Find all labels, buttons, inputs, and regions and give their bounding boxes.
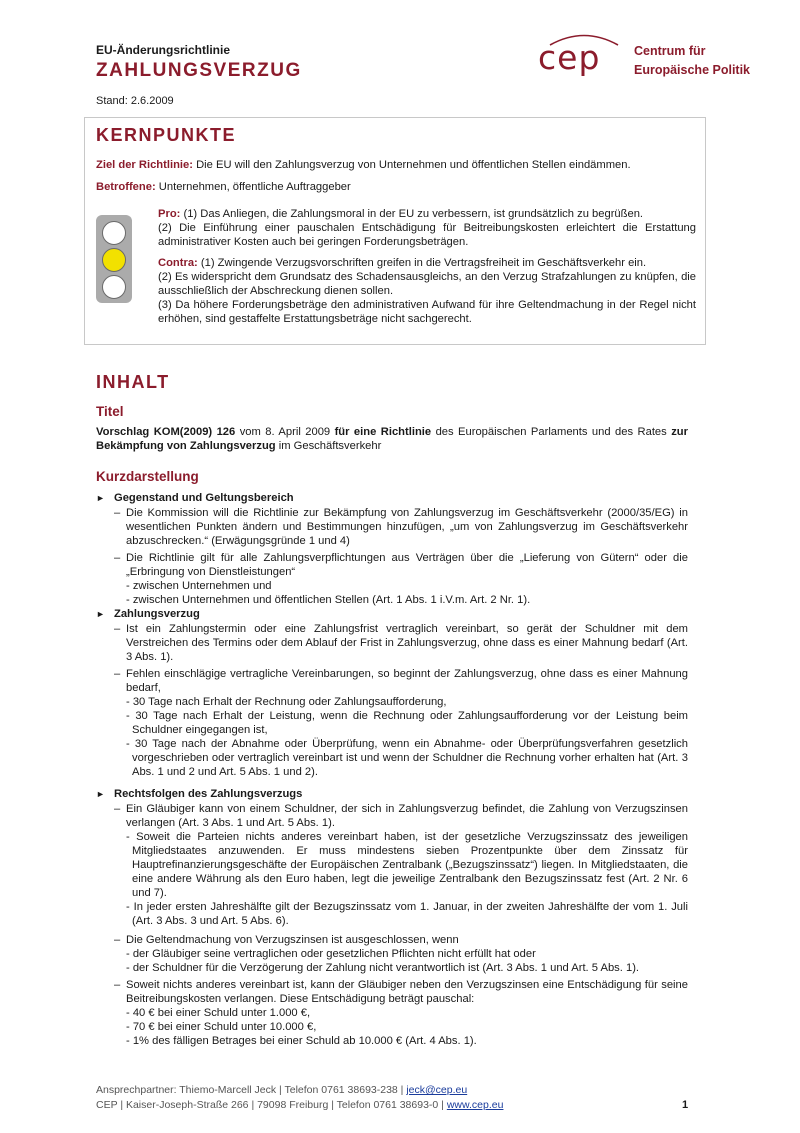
kernpunkte-title: KERNPUNKTE: [96, 125, 237, 145]
dash-bullet: –: [114, 668, 121, 680]
titel-scope: im Geschäftsverkehr: [275, 440, 382, 452]
list-item-lead: Soweit nichts anderes vereinbart ist, kann der Gläubiger neben den Verzugszinsen eine Entschädigung für seine Beitreibungskosten verlangen. Diese Entschädigung beträgt pauschal:: [126, 979, 688, 1005]
sub-item: - 30 Tage nach Erhalt der Rechnung oder Zahlungsaufforderung,: [126, 696, 447, 708]
list-item-lead: Die Richtlinie gilt für alle Zahlungsverpflichtungen aus Verträgen über die „Lieferung von Gütern“ oder die „Erbringung von Dienstleistungen“: [126, 552, 688, 578]
section-title: Gegenstand und Geltungsbereich: [114, 492, 294, 504]
titel-directive: für eine Richtlinie: [334, 426, 432, 438]
contra-point-3: (3) Da höhere Forderungsbeträge den administrativen Aufwand für ihre Geltendmachung in der Regel nicht erhöhen, sind gestaffelte Erstattungsbeträge nicht sachgerecht.: [158, 299, 696, 325]
list-item-lead: Die Geltendmachung von Verzugszinsen ist ausgeschlossen, wenn: [126, 934, 459, 946]
website-link[interactable]: www.cep.eu: [446, 1099, 504, 1111]
dash-bullet: –: [114, 623, 121, 635]
traffic-light-top-lamp: [102, 221, 126, 245]
document-title: ZAHLUNGSVERZUG: [96, 60, 302, 81]
traffic-light-middle-lamp: [102, 248, 126, 272]
traffic-light-icon: [96, 215, 132, 303]
logo-wordmark: cep: [538, 38, 601, 77]
betroffene-text: Unternehmen, öffentliche Auftraggeber: [155, 181, 351, 193]
org-name-line2: Europäische Politik: [634, 63, 751, 77]
list-item-text: Die Kommission will die Richtlinie zur Bekämpfung von Zahlungsverzug im Geschäftsverkehr (2000/35/EG) in wesentlichen Punkten ändern und Bestimmungen hinzufügen, „um von Zahlungsverzug im Geschäftsverkehr abzuschrecken.“ (Erwägungsgründe 1 und 4): [126, 507, 688, 547]
pro-point-2: (2) Die Einführung einer pauschalen Entschädigung für Beitreibungskosten erleichtert die Erstattung administrativer Kosten auch bei geringen Forderungsbeträgen.: [158, 222, 696, 248]
arrow-icon: ►: [96, 493, 105, 503]
sub-item: - 30 Tage nach der Abnahme oder Überprüfung, wenn ein Abnahme- oder Überprüfungsverfahren gesetzlich vorgeschrieben oder vertraglich vereinbart ist und wenn der Schuldner die Rechnung vorher erhalten hat (Art. 3 Abs. 1 und 2 und Art. 5 Abs. 1 und 2).: [126, 738, 688, 778]
contra-point-1: [158, 256, 696, 270]
list-item-text: [126, 551, 688, 607]
titel-subject: zur Bekämpfung von Zahlungsverzug: [96, 426, 688, 452]
list-item: [114, 551, 688, 607]
dash-bullet: –: [114, 552, 121, 564]
page-number: 1: [682, 1099, 689, 1111]
list-item: [114, 802, 688, 928]
contra-point-2: (2) Es widerspricht dem Grundsatz des Schadensausgleichs, an den Verzug Strafzahlungen zu knüpfen, die ausschließlich der Abschreckung dienen sollen.: [158, 271, 696, 297]
dash-bullet: –: [114, 803, 121, 815]
arrow-icon: ►: [96, 609, 105, 619]
contra-label: Contra:: [158, 257, 198, 269]
ziel-text: Die EU will den Zahlungsverzug von Unternehmen und öffentlichen Stellen eindämmen.: [192, 159, 631, 171]
titel-parliament: des Europäischen Parlaments und des Rates: [431, 426, 672, 438]
document-kind: EU-Änderungsrichtlinie: [96, 43, 231, 57]
dash-bullet: –: [114, 934, 121, 946]
section-heading-gegenstand: [96, 491, 294, 505]
list-item-text: [126, 802, 688, 928]
email-link[interactable]: jeck@cep.eu: [406, 1084, 468, 1096]
titel-proposal: Vorschlag KOM(2009) 126: [96, 426, 236, 438]
footer-contact: [96, 1083, 467, 1097]
ziel-label: Ziel der Richtlinie:: [96, 159, 193, 171]
betroffene-label: Betroffene:: [96, 181, 156, 193]
sub-item: - zwischen Unternehmen und öffentlichen Stellen (Art. 1 Abs. 1 i.V.m. Art. 2 Nr. 1).: [126, 594, 531, 606]
list-item-lead: Fehlen einschlägige vertragliche Vereinbarungen, so beginnt der Zahlungsverzug, ohne dass es einer Mahnung bedarf,: [126, 668, 688, 694]
sub-item: - 1% des fälligen Betrages bei einer Schuld ab 10.000 € (Art. 4 Abs. 1).: [126, 1035, 477, 1047]
list-item: [114, 506, 688, 548]
footer-address: [96, 1098, 503, 1112]
sub-item: - 40 € bei einer Schuld unter 1.000 €,: [126, 1007, 311, 1019]
pro-point-1: [158, 207, 696, 221]
pro-text-1: (1) Das Anliegen, die Zahlungsmoral in der EU zu verbessern, ist grundsätzlich zu begrüßen.: [180, 208, 644, 220]
sub-item: - zwischen Unternehmen und: [126, 580, 272, 592]
ziel-paragraph: [96, 158, 696, 172]
list-item: [114, 667, 688, 779]
list-item: [114, 622, 688, 664]
footer-contact-text: Ansprechpartner: Thiemo-Marcell Jeck | Telefon 0761 38693-238 |: [96, 1084, 407, 1096]
org-name-line1: Centrum für: [634, 44, 706, 58]
cep-logo: [538, 40, 768, 92]
inhalt-title: INHALT: [96, 372, 170, 392]
section-title: Zahlungsverzug: [114, 608, 200, 620]
dash-bullet: –: [114, 979, 121, 991]
section-heading-rechtsfolgen: [96, 787, 302, 801]
list-item: [114, 978, 688, 1048]
document-date: Stand: 2.6.2009: [96, 95, 174, 107]
list-item-text: Ist ein Zahlungstermin oder eine Zahlungsfrist vertraglich vereinbart, so gerät der Schuldner mit dem Verstreichen des Termins oder dem Ablauf der Frist in Zahlungsverzug, ohne dass es einer Mahnung bedarf (Art. 3 Abs. 1).: [126, 623, 688, 663]
kurzdarstellung-heading: Kurzdarstellung: [96, 469, 199, 484]
sub-item: - In jeder ersten Jahreshälfte gilt der Bezugszinssatz vom 1. Januar, in der zweiten Jahreshälfte der vom 1. Juli (Art. 3 Abs. 3 und Art. 5 Abs. 6).: [126, 901, 688, 927]
arrow-icon: ►: [96, 789, 105, 799]
titel-paragraph: [96, 425, 688, 453]
contra-block: [158, 256, 696, 326]
list-item-text: [126, 667, 688, 779]
sub-item: - der Gläubiger seine vertraglichen oder gesetzlichen Pflichten nicht erfüllt hat oder: [126, 948, 536, 960]
sub-item: - Soweit die Parteien nichts anderes vereinbart haben, ist der gesetzliche Verzugszinssatz des jeweiligen Mitgliedstaates anzuwenden. Er muss mindestens sieben Prozentpunkte über dem Zinssatz für Hauptrefinanzierungsgeschäfte der Europäischen Zentralbank („Bezugszinssatz“) liegen. In Mitgliedstaaten, die eine andere Währung als den Euro haben, legt die jeweilige Zentralbank den Bezugszinssatz fest (Art. 2 Nr. 6 und 7).: [126, 831, 688, 899]
dash-bullet: –: [114, 507, 121, 519]
sub-item: - 30 Tage nach Erhalt der Leistung, wenn die Rechnung oder Zahlungsaufforderung vor der Leistung beim Schuldner eingegangen ist,: [126, 710, 688, 736]
sub-item: - der Schuldner für die Verzögerung der Zahlung nicht verantwortlich ist (Art. 3 Abs. 1 und Art. 5 Abs. 1).: [126, 962, 640, 974]
list-item-text: [126, 978, 688, 1048]
traffic-light-bottom-lamp: [102, 275, 126, 299]
pro-block: [158, 207, 696, 249]
titel-date: vom 8. April 2009: [235, 426, 335, 438]
list-item: [114, 933, 688, 975]
section-heading-zahlungsverzug: [96, 607, 200, 621]
sub-item: - 70 € bei einer Schuld unter 10.000 €,: [126, 1021, 317, 1033]
betroffene-paragraph: [96, 180, 696, 194]
titel-heading: Titel: [96, 404, 124, 419]
list-item-text: [126, 933, 688, 975]
list-item-lead: Ein Gläubiger kann von einem Schuldner, der sich in Zahlungsverzug befindet, die Zahlung von Verzugszinsen verlangen (Art. 3 Abs. 1 und Art. 5 Abs. 1).: [126, 803, 688, 829]
section-title: Rechtsfolgen des Zahlungsverzugs: [114, 788, 303, 800]
pro-label: Pro:: [158, 208, 181, 220]
footer-address-text: CEP | Kaiser-Joseph-Straße 266 | 79098 Freiburg | Telefon 0761 38693-0 |: [96, 1099, 447, 1111]
contra-text-1: (1) Zwingende Verzugsvorschriften greifen in die Vertragsfreiheit im Geschäftsverkehr ein.: [197, 257, 647, 269]
